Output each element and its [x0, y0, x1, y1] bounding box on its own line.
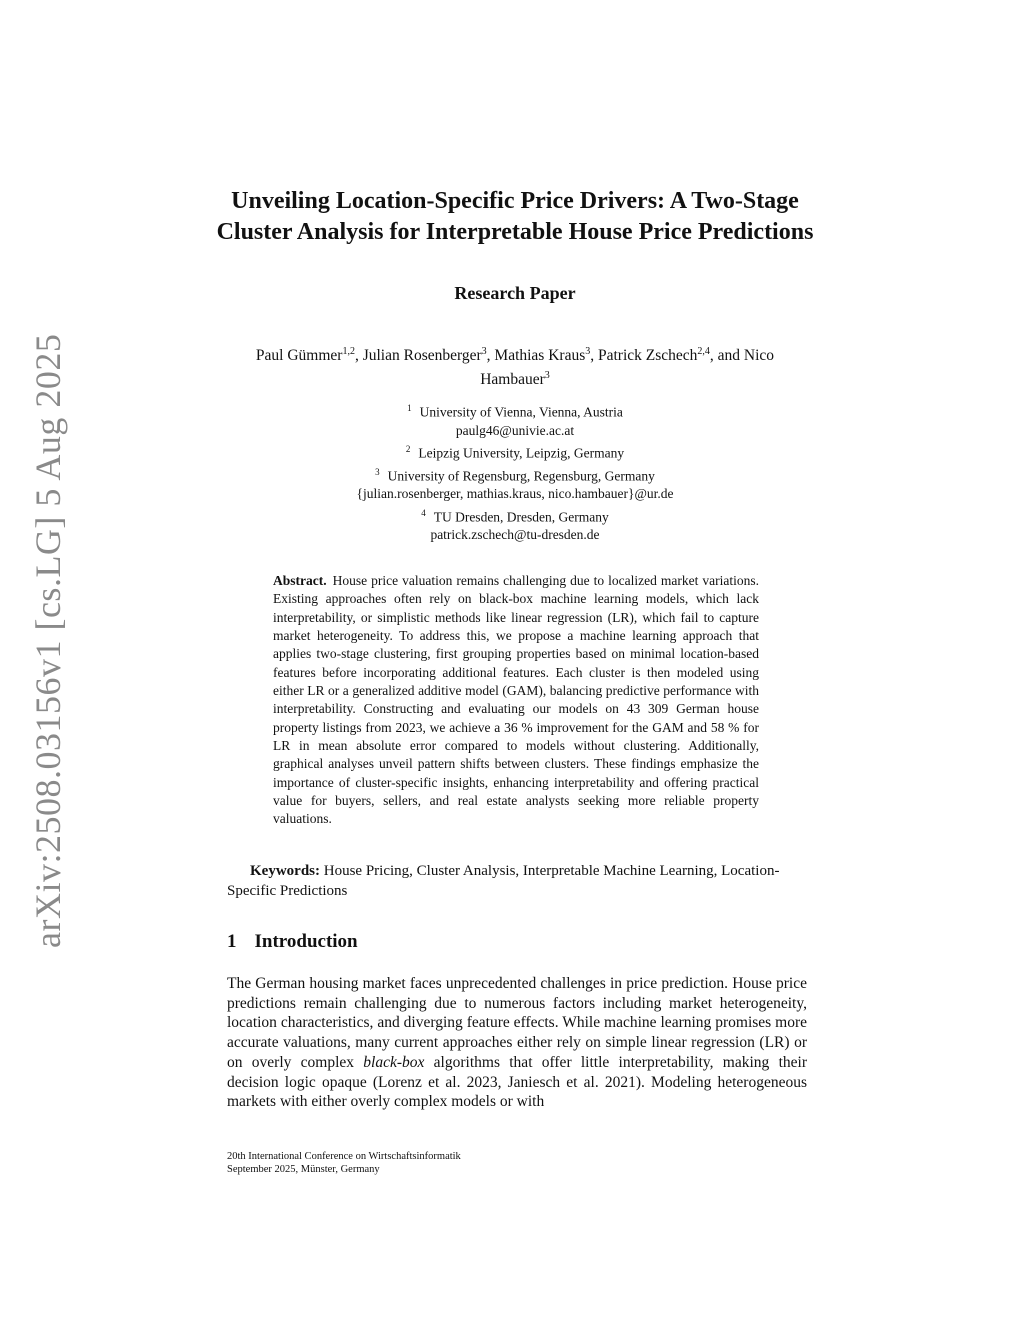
- affiliation-number: 4: [421, 507, 426, 518]
- author-affiliation-marker: 3: [585, 346, 591, 357]
- keywords-label: Keywords:: [250, 863, 320, 879]
- author-name: Mathias Kraus: [494, 347, 586, 365]
- affiliation-number: 2: [405, 443, 411, 454]
- paper-type-label: Research Paper: [454, 283, 576, 303]
- author-separator: ,: [486, 347, 495, 365]
- introduction-paragraph: [227, 974, 807, 1112]
- affiliation-email: [220, 422, 810, 440]
- author-affiliation-marker: 2,4: [697, 346, 710, 357]
- author-name: Patrick Zschech: [597, 347, 698, 365]
- body-text: algorithms that offer little interpretability, making their decision logic opaque (Lorenz et al. 2023, Janiesch et al. 2021). Modeling heterogeneous markets with either overly complex models or with: [227, 1053, 807, 1111]
- abstract: [273, 572, 759, 829]
- footer-line: 20th International Conference on Wirtschaftsinformatik: [227, 1151, 461, 1162]
- affiliation-number: 3: [375, 466, 380, 477]
- email-text: {julian.rosenberger, mathias.kraus, nico.hambauer}@ur.de: [356, 486, 674, 502]
- author-affiliation-marker: 3: [481, 346, 487, 357]
- author-affiliation-marker: 1,2: [342, 346, 355, 357]
- author-list: [220, 342, 810, 390]
- conference-footer: [227, 1150, 461, 1176]
- author-affiliation-marker: 3: [544, 370, 550, 382]
- arxiv-identifier-stamp: arXiv:2508.03156v1 [cs.LG] 5 Aug 2025: [28, 333, 68, 948]
- section-title: Introduction: [254, 931, 358, 952]
- affiliation-email: [220, 485, 810, 503]
- footer-line: September 2025, Münster, Germany: [227, 1164, 380, 1175]
- affiliation-email: [220, 526, 810, 544]
- author-separator: , and: [709, 347, 744, 365]
- abstract-label: Abstract.: [273, 573, 327, 588]
- keywords: [227, 861, 820, 901]
- affiliation-line: [220, 440, 810, 463]
- keywords-text: House Pricing, Cluster Analysis, Interpretable Machine Learning, Location-Specific Predictions: [227, 863, 780, 899]
- affiliation-line: [220, 399, 810, 422]
- abstract-text: House price valuation remains challenging due to localized market variations. Existing approaches often rely on black-box machine learning models, which lack interpretability, or simplistic methods like linear regression (LR), which fail to capture market heterogeneity. To address this, we propose a machine learning approach that applies two-stage clustering, first grouping properties based on minimal location-based features before incorporating additional features. Each cluster is then modeled using either LR or a generalized additive model (GAM), balancing predictive performance with interpretability. Constructing and evaluating our models on 43 309 German house property listings from 2023, we achieve a 36 % improvement for the GAM and 58 % for LR in mean absolute error compared to models without clustering. Additionally, graphical analyses unveil pattern shifts between clusters. These findings emphasize the importance of cluster-specific insights, enhancing interpretability and offering practical value for buyers, sellers, and real estate analysts seeking more reliable property valuations.: [273, 573, 759, 827]
- section-heading: [227, 931, 358, 953]
- author-name: Paul Gümmer: [255, 347, 343, 365]
- affiliation-text: University of Regensburg, Regensburg, Germany: [387, 468, 655, 484]
- section-number: 1: [227, 931, 237, 952]
- affiliation-line: [220, 504, 810, 527]
- affiliation-text: University of Vienna, Vienna, Austria: [419, 404, 623, 420]
- email-text: patrick.zschech@tu-dresden.de: [430, 527, 600, 543]
- author-name: Julian Rosenberger: [362, 347, 482, 365]
- author-separator: ,: [590, 347, 598, 365]
- affiliation-text: TU Dresden, Dresden, Germany: [433, 509, 609, 525]
- affiliation-list: [220, 399, 810, 544]
- author-name: Nico Hambauer: [480, 347, 775, 389]
- email-text: paulg46@univie.ac.at: [455, 422, 575, 438]
- author-separator: ,: [354, 347, 363, 365]
- paper-title: Unveiling Location-Specific Price Drivers: A Two-Stage Cluster Analysis for Interpretable House Price Predictions: [216, 188, 814, 245]
- body-emphasis: black-box: [363, 1053, 425, 1071]
- affiliation-number: 1: [407, 403, 412, 413]
- affiliation-line: [220, 463, 810, 486]
- affiliation-text: Leipzig University, Leipzig, Germany: [418, 445, 625, 461]
- body-text: The German housing market faces unprecedented challenges in price prediction. House price predictions remain challenging due to numerous factors including market heterogeneity, location characteristics, and diverging feature effects. While machine learning promises more accurate valuations, many current approaches either rely on simple linear regression (LR) or on overly complex: [227, 975, 807, 1071]
